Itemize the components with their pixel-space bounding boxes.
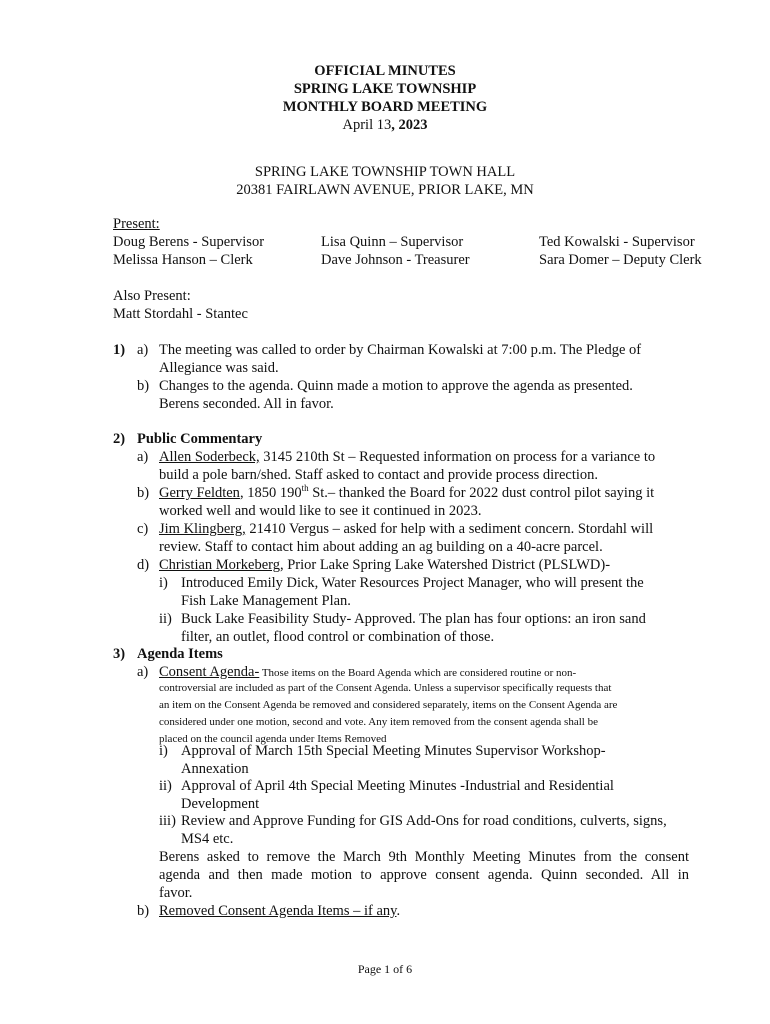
consent-item-1-cont: Annexation (181, 761, 249, 777)
sub-item-marker: ii) (159, 611, 172, 627)
removed-consent-items: Removed Consent Agenda Items – if any. (159, 903, 401, 919)
section-2-number: 2) (113, 431, 126, 447)
morkeberg-point-2-cont: filter, an outlet, flood control or combination of those. (181, 629, 495, 645)
comment-klingberg: Jim Klingberg, 21410 Vergus – asked for help with a sediment concern. Stordahl will (159, 521, 654, 537)
comment-klingberg-cont: review. Staff to contact him about adding an ag building on a 40-acre parcel. (159, 539, 603, 555)
morkeberg-point-2: Buck Lake Feasibility Study- Approved. The plan has four options: an iron sand (181, 611, 646, 627)
page-number: Page 1 of 6 (357, 962, 413, 976)
attendee: Sara Domer – Deputy Clerk (539, 252, 702, 268)
section-3-title: Agenda Items (137, 646, 223, 662)
item-marker: b) (137, 378, 150, 394)
also-present-attendee: Matt Stordahl - Stantec (113, 306, 248, 322)
section-2-title: Public Commentary (137, 431, 263, 447)
item-marker: a) (137, 342, 149, 358)
present-label: Present: (113, 216, 160, 232)
consent-agenda-desc: controversial are included as part of the Consent Agenda. Unless a supervisor specifically requests that (159, 682, 612, 694)
agenda-changes-text: Berens seconded. All in favor. (159, 396, 334, 412)
consent-agenda-desc: placed on the council agenda under Items Removed (159, 733, 387, 745)
sub-item-marker: ii) (159, 778, 172, 794)
venue-address: 20381 FAIRLAWN AVENUE, PRIOR LAKE, MN (236, 182, 534, 198)
consent-vote-text: favor. (159, 885, 193, 901)
item-marker: c) (137, 521, 149, 537)
venue-name: SPRING LAKE TOWNSHIP TOWN HALL (254, 164, 516, 180)
comment-feldten: Gerry Feldten, 1850 190th St.– thanked the Board for 2022 dust control pilot saying it (159, 483, 655, 501)
call-to-order-text: Allegiance was said. (159, 360, 279, 376)
item-marker: d) (137, 557, 150, 573)
morkeberg-point-1: Introduced Emily Dick, Water Resources Project Manager, who will present the (181, 575, 644, 591)
consent-vote-text: agenda and then made motion to approve consent agenda. Quinn seconded. All in (159, 867, 689, 883)
attendee: Melissa Hanson – Clerk (113, 252, 253, 268)
item-marker: a) (137, 664, 149, 680)
item-marker: b) (137, 485, 150, 501)
consent-agenda-heading: Consent Agenda- Those items on the Board Agenda which are considered routine or non- (159, 664, 577, 680)
sub-item-marker: i) (159, 743, 168, 759)
call-to-order-text: The meeting was called to order by Chairman Kowalski at 7:00 p.m. The Pledge of (159, 342, 642, 358)
consent-agenda-desc: an item on the Consent Agenda be removed and considered separately, items on the Consent Agenda are (159, 699, 618, 711)
consent-item-2: Approval of April 4th Special Meeting Minutes -Industrial and Residential (181, 778, 614, 794)
consent-item-3: Review and Approve Funding for GIS Add-Ons for road conditions, culverts, signs, (181, 813, 667, 829)
section-1-number: 1) (113, 342, 126, 358)
attendee: Lisa Quinn – Supervisor (321, 234, 464, 250)
meeting-type: MONTHLY BOARD MEETING (282, 99, 488, 115)
sub-item-marker: iii) (159, 813, 176, 829)
section-3-number: 3) (113, 646, 126, 662)
sub-item-marker: i) (159, 575, 168, 591)
morkeberg-point-1-cont: Fish Lake Management Plan. (181, 593, 351, 609)
item-marker: b) (137, 903, 150, 919)
consent-agenda-desc: considered under one motion, second and vote. Any item removed from the consent agenda shall be (159, 716, 598, 728)
attendee: Dave Johnson - Treasurer (321, 252, 470, 268)
consent-item-1: Approval of March 15th Special Meeting Minutes Supervisor Workshop- (181, 743, 606, 759)
consent-item-2-cont: Development (181, 796, 260, 812)
item-marker: a) (137, 449, 149, 465)
comment-soderbeck-cont: build a pole barn/shed. Staff asked to contact and provide process direction. (159, 467, 599, 483)
attendee: Ted Kowalski - Supervisor (539, 234, 695, 250)
consent-item-3-cont: MS4 etc. (181, 831, 234, 847)
also-present-label: Also Present: (113, 288, 191, 304)
attendee: Doug Berens - Supervisor (113, 234, 265, 250)
meeting-date: April 13, 2023 (342, 117, 428, 133)
comment-morkeberg: Christian Morkeberg, Prior Lake Spring Lake Watershed District (PLSLWD)- (159, 557, 611, 573)
agenda-changes-text: Changes to the agenda. Quinn made a motion to approve the agenda as presented. (159, 378, 633, 394)
comment-soderbeck: Allen Soderbeck, 3145 210th St – Requested information on process for a variance to (159, 449, 656, 465)
consent-vote-text: Berens asked to remove the March 9th Monthly Meeting Minutes from the consent (159, 849, 689, 865)
comment-feldten-cont: worked well and would like to see it continued in 2023. (159, 503, 482, 519)
township-name: SPRING LAKE TOWNSHIP (293, 81, 477, 97)
doc-title: OFFICIAL MINUTES (314, 63, 456, 79)
